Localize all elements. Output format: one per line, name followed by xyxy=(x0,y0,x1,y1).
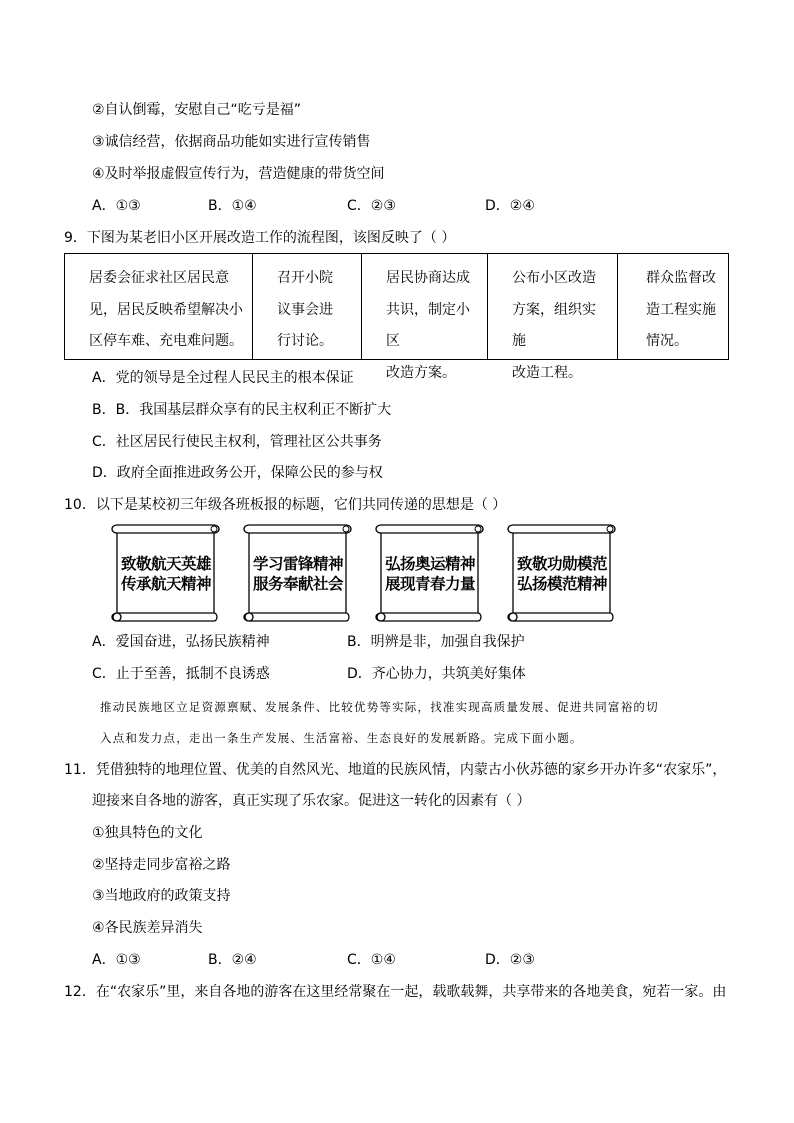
flow-step-1-line: 区停车难、充电难问题。 xyxy=(89,333,243,349)
banner-3-text xyxy=(374,554,486,594)
q8-option-b: B．①④ xyxy=(208,198,257,214)
scroll-banner-3 xyxy=(374,520,486,624)
flow-step-1-line: 见，居民反映希望解决小 xyxy=(89,301,243,318)
flow-step-5 xyxy=(618,254,728,359)
flow-step-3-line: 居民协商达成 xyxy=(386,270,470,286)
q11-item-4: ④各民族差异消失 xyxy=(92,920,203,936)
scroll-banner-4 xyxy=(506,520,618,624)
banner-4-text xyxy=(506,554,618,594)
q8-item-2: ②自认倒霉，安慰自己“吃亏是福” xyxy=(92,102,302,118)
q8-item-4: ④及时举报虚假宣传行为，营造健康的带货空间 xyxy=(92,166,385,182)
banner-2-text xyxy=(242,554,354,594)
q10-option-b: B．明辨是非，加强自我保护 xyxy=(347,634,525,650)
flow-step-5-line: 造工程实施 xyxy=(646,301,716,318)
flow-step-2 xyxy=(253,254,362,359)
q9-option-d: D．政府全面推进政务公开，保障公民的参与权 xyxy=(92,465,383,481)
q9-stem: 9．下图为某老旧小区开展改造工作的流程图，该图反映了（ ） xyxy=(64,230,456,246)
passage-line-2: 入点和发力点，走出一条生产发展、生活富裕、生态良好的发展新路。完成下面小题。 xyxy=(100,731,583,745)
scroll-banner-2 xyxy=(242,520,354,624)
q12-stem: 12．在“农家乐”里，来自各地的游客在这里经常聚在一起，载歌载舞，共享带来的各地美食，宛若一家。由 xyxy=(64,984,727,1000)
q11-stem-line-1: 11．凭借独特的地理位置、优美的自然风光、地道的民族风情，内蒙古小伙苏德的家乡开办许多“农家乐”， xyxy=(64,762,727,778)
banner-2-line-1: 学习雷锋精神 xyxy=(252,555,343,573)
flow-step-3 xyxy=(362,254,488,381)
flow-step-5-line: 群众监督改 xyxy=(646,270,716,286)
flow-step-5-line: 情况。 xyxy=(646,333,688,349)
q11-option-b: B．②④ xyxy=(208,952,257,968)
banner-1-line-2: 传承航天精神 xyxy=(120,575,211,593)
banner-2-line-2: 服务奉献社会 xyxy=(252,575,343,593)
flow-step-4-line: 公布小区改造 xyxy=(512,270,596,286)
q9-option-c: C．社区居民行使民主权利，管理社区公共事务 xyxy=(92,434,382,450)
q10-option-d: D．齐心协力，共筑美好集体 xyxy=(347,666,526,682)
banner-3-line-1: 弘扬奥运精神 xyxy=(384,555,475,573)
flow-step-3-line: 改造方案。 xyxy=(386,364,456,381)
flow-step-2-line: 行讨论。 xyxy=(277,333,333,349)
q11-item-1: ①独具特色的文化 xyxy=(92,825,203,841)
q11-option-c: C．①④ xyxy=(347,952,396,968)
flow-step-2-line: 议事会进 xyxy=(277,301,333,318)
q8-option-d: D．②④ xyxy=(485,198,535,214)
q11-stem-line-2: 迎接来自各地的游客，真正实现了乐农家。促进这一转化的因素有（ ） xyxy=(92,793,531,809)
banner-3-line-2: 展现青春力量 xyxy=(384,575,475,593)
passage-line-1: 推动民族地区立足资源禀赋、发展条件、比较优势等实际，找准实现高质量发展、促进共同富裕的切 xyxy=(100,700,659,714)
flow-step-2-line: 召开小院 xyxy=(277,270,333,286)
q10-option-c: C．止于至善，抵制不良诱惑 xyxy=(92,666,270,682)
q10-stem: 10．以下是某校初三年级各班板报的标题，它们共同传递的思想是（ ） xyxy=(64,497,507,513)
banner-4-line-2: 弘扬模范精神 xyxy=(516,575,607,593)
flow-step-4-line: 改造工程。 xyxy=(512,364,582,381)
q10-option-a: A．爱国奋进，弘扬民族精神 xyxy=(92,634,270,650)
banner-4-line-1: 致敬功勋模范 xyxy=(516,555,607,573)
q9-option-a: A．党的领导是全过程人民民主的根本保证 xyxy=(92,370,354,386)
flow-step-1-line: 居委会征求社区居民意 xyxy=(89,270,229,286)
banner-1-line-1: 致敬航天英雄 xyxy=(120,555,211,573)
q9-option-b: B．B．我国基层群众享有的民主权利正不断扩大 xyxy=(92,402,392,418)
q11-option-d: D．②③ xyxy=(485,952,535,968)
flow-step-1 xyxy=(65,254,253,359)
q8-item-3: ③诚信经营，依据商品功能如实进行宣传销售 xyxy=(92,134,371,150)
q11-option-a: A．①③ xyxy=(92,952,141,968)
q8-option-a: A．①③ xyxy=(92,198,141,214)
flow-step-4 xyxy=(488,254,618,381)
scroll-banner-1 xyxy=(110,520,222,624)
q11-item-3: ③当地政府的政策支持 xyxy=(92,888,231,904)
flow-step-4-line: 方案，组织实施 xyxy=(512,301,596,349)
banner-1-text xyxy=(110,554,222,594)
q8-option-c: C．②③ xyxy=(347,198,396,214)
flow-step-3-line: 共识，制定小区 xyxy=(386,301,470,349)
q11-item-2: ②坚持走同步富裕之路 xyxy=(92,857,231,873)
